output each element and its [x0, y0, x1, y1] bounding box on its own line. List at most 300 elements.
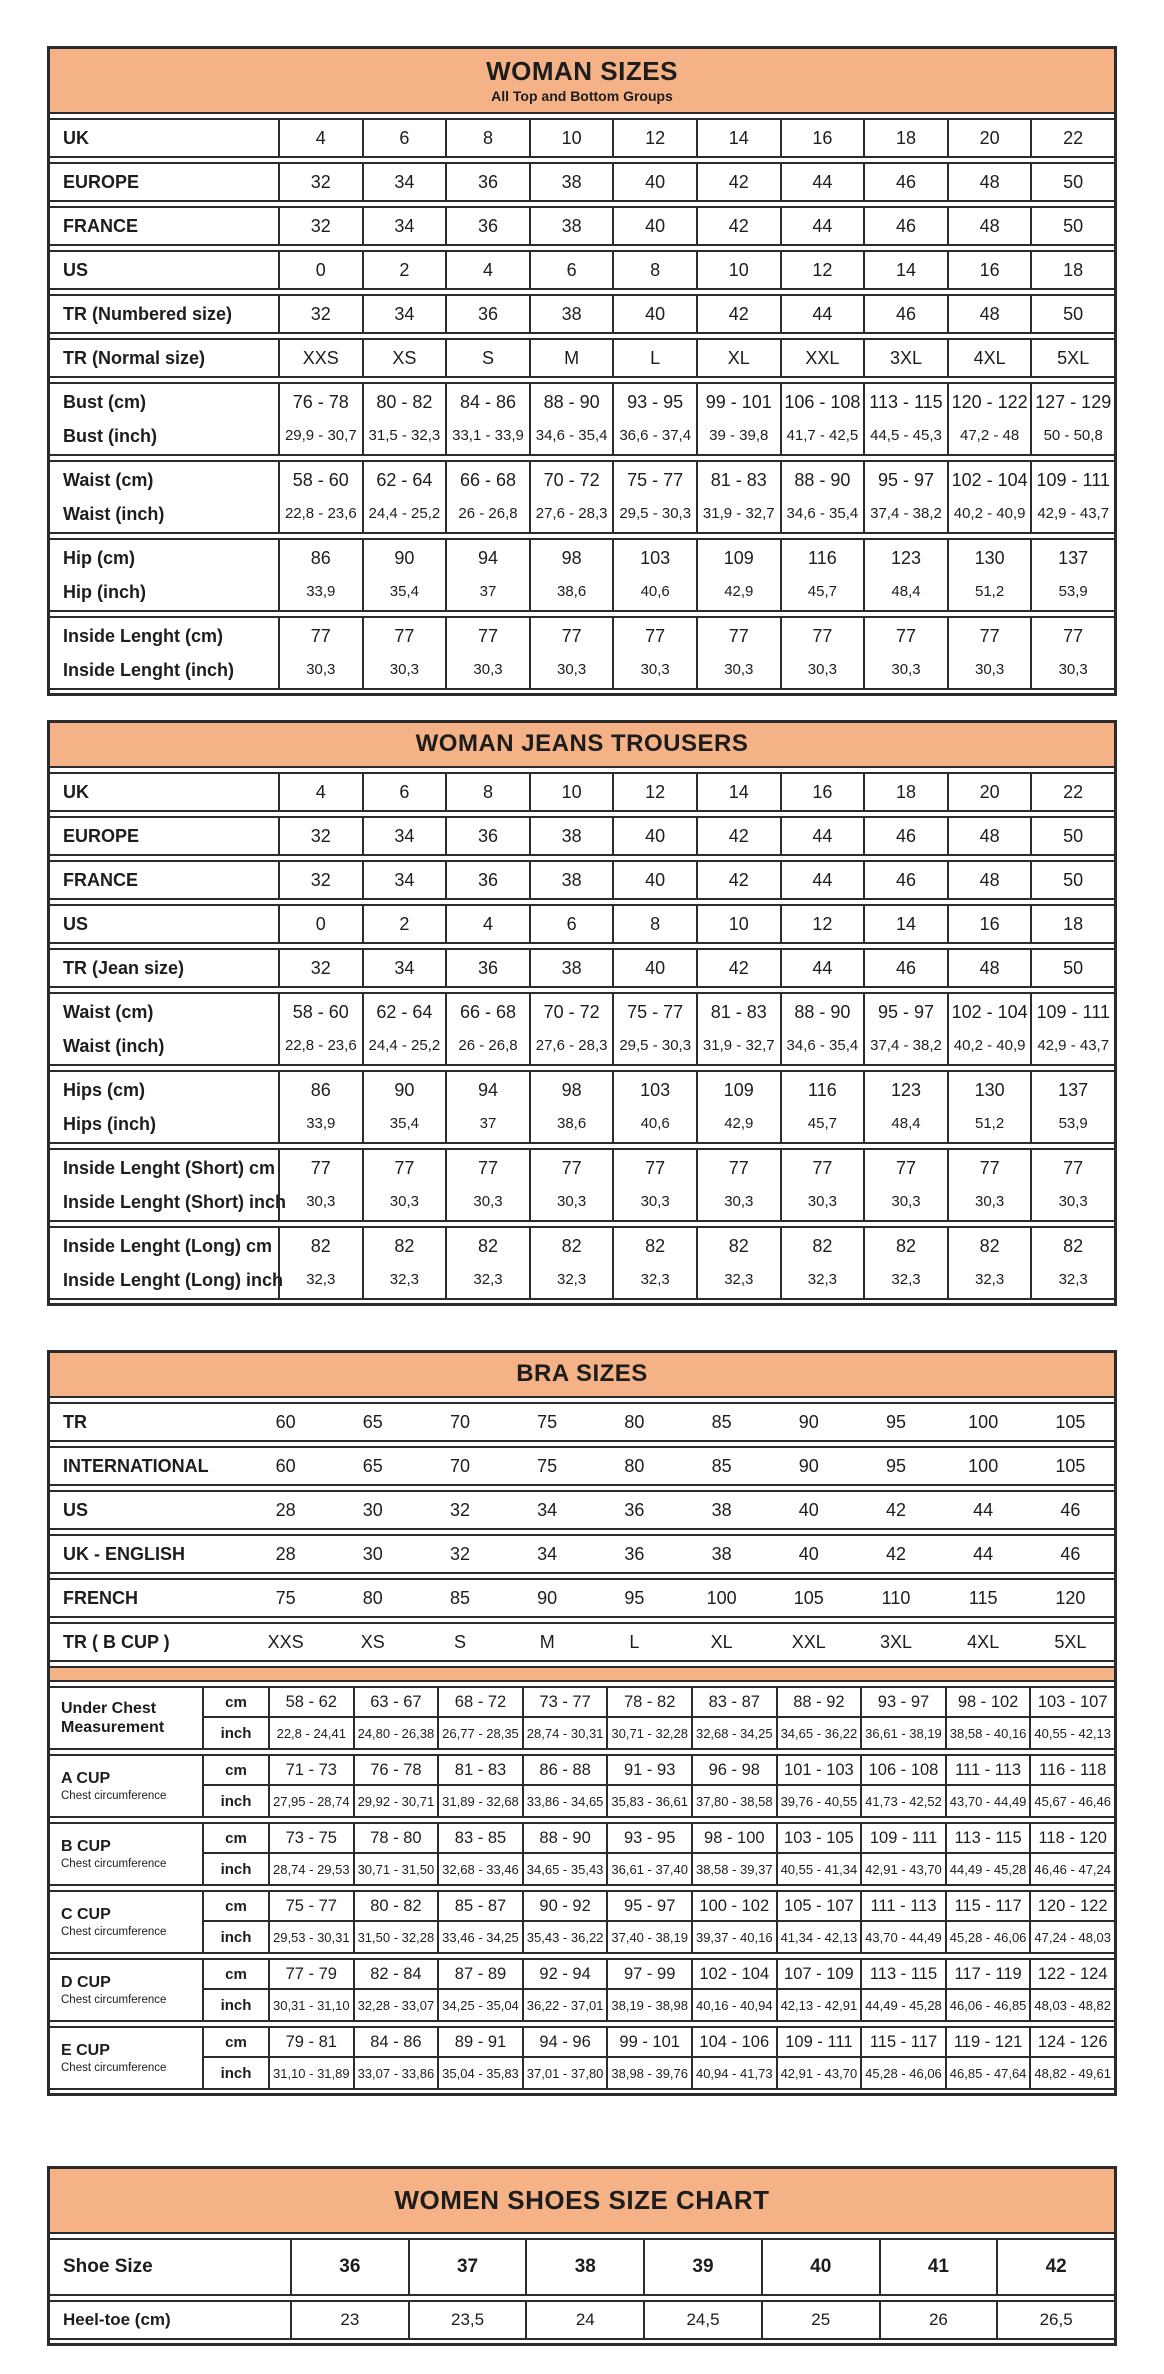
- row-label: [50, 994, 278, 1064]
- size-cell: 122 - 124: [1029, 1960, 1114, 1990]
- size-cell: [1030, 296, 1114, 332]
- cup-name: C CUP: [61, 1906, 111, 1923]
- cell-line: 82: [477, 1236, 498, 1256]
- cell-line: 110: [881, 1588, 911, 1608]
- size-cell: [242, 1624, 329, 1660]
- cell-line: 53,9: [1058, 583, 1088, 600]
- size-cell: [529, 818, 613, 854]
- cell-line: 102 - 104: [951, 470, 1028, 490]
- cell-line: 45,7: [807, 583, 837, 600]
- cell-line: 90: [394, 1080, 415, 1100]
- size-cell: [879, 2240, 997, 2294]
- row-label: [50, 208, 278, 244]
- size-cell: 40,55 - 42,13: [1029, 1718, 1114, 1748]
- size-cell: [290, 2240, 408, 2294]
- size-cell: 35,83 - 36,61: [606, 1786, 691, 1816]
- size-cell: [445, 994, 529, 1064]
- size-cell: 101 - 103: [776, 1756, 861, 1786]
- cell-line: 2: [399, 260, 410, 280]
- cell-line: 42,9: [724, 583, 754, 600]
- size-cell: [696, 774, 780, 810]
- size-cell: [362, 296, 446, 332]
- table-row: [50, 162, 1114, 202]
- size-cell: [612, 252, 696, 288]
- cell-line: 30,3: [306, 1193, 336, 1210]
- cell-line: 30,3: [473, 1193, 503, 1210]
- size-cell: 73 - 77: [522, 1688, 607, 1718]
- cell-line: 23: [340, 2310, 360, 2329]
- table-title: WOMEN SHOES SIZE CHART: [394, 2185, 770, 2215]
- cell-line: 75 - 77: [627, 1002, 684, 1022]
- cell-line: 30: [362, 1500, 383, 1520]
- size-cell: 117 - 119: [945, 1960, 1030, 1990]
- cell-line: 47,2 - 48: [959, 427, 1020, 444]
- size-cell: [362, 618, 446, 688]
- cell-line: 85: [711, 1456, 732, 1476]
- cell-line: 8: [650, 914, 661, 934]
- size-cell: 115 - 117: [945, 1892, 1030, 1922]
- table-row: [50, 816, 1114, 856]
- row-label-line: Bust (inch): [63, 426, 157, 446]
- table-row: [50, 382, 1114, 456]
- size-cell: 104 - 106: [691, 2028, 776, 2058]
- size-cell: [591, 1492, 678, 1528]
- cell-line: 109 - 111: [1036, 470, 1110, 490]
- size-cell: [765, 1492, 852, 1528]
- cell-line: 2: [399, 914, 410, 934]
- size-cell: 31,10 - 31,89: [268, 2058, 353, 2088]
- cell-line: M: [564, 348, 580, 368]
- size-cell: [1027, 1404, 1114, 1440]
- row-label-line: US: [63, 914, 89, 934]
- size-cell: 41,73 - 42,52: [860, 1786, 945, 1816]
- size-cell: [529, 164, 613, 200]
- cell-line: 42: [728, 172, 749, 192]
- size-cell: 91 - 93: [606, 1756, 691, 1786]
- cell-line: 22: [1063, 128, 1084, 148]
- cell-line: 41: [927, 2256, 949, 2277]
- cell-line: 30,3: [556, 661, 587, 678]
- size-cell: [1030, 164, 1114, 200]
- size-cell: [362, 1228, 446, 1298]
- cell-line: 50: [1063, 304, 1084, 324]
- unit-label-inch: inch: [202, 1786, 268, 1816]
- cell-line: 48,4: [891, 1115, 921, 1132]
- size-cell: [278, 618, 362, 688]
- cell-line: 34: [394, 304, 415, 324]
- cell-line: 42,9 - 43,7: [1037, 1037, 1110, 1054]
- size-cell: [529, 1150, 613, 1220]
- row-label-line: Inside Lenght (Short) cm: [63, 1158, 276, 1178]
- cell-line: 31,9 - 32,7: [702, 505, 775, 522]
- row-label: [50, 462, 278, 532]
- size-cell: [947, 818, 1031, 854]
- cell-line: 65: [362, 1456, 383, 1476]
- cell-line: 98: [561, 1080, 582, 1100]
- cell-line: 23,5: [451, 2310, 485, 2329]
- size-cell: [362, 774, 446, 810]
- size-cell: [529, 618, 613, 688]
- table-row: [50, 118, 1114, 158]
- cell-line: 38: [561, 216, 582, 236]
- size-cell: 34,65 - 35,43: [522, 1854, 607, 1884]
- size-cell: 33,86 - 34,65: [522, 1786, 607, 1816]
- size-cell: [529, 540, 613, 610]
- cell-line: 12: [645, 128, 666, 148]
- size-cell: [852, 1492, 939, 1528]
- cell-line: 37,4 - 38,2: [870, 1037, 942, 1054]
- cell-line: 38: [711, 1500, 732, 1520]
- table-row: [50, 1070, 1114, 1144]
- size-cell: [529, 208, 613, 244]
- size-cell: [504, 1404, 591, 1440]
- size-cell: [1027, 1580, 1114, 1616]
- row-label-line: EUROPE: [63, 826, 140, 846]
- size-cell: [445, 618, 529, 688]
- row-label: [50, 1228, 283, 1298]
- cell-line: 90: [537, 1588, 558, 1608]
- cell-line: 20: [979, 782, 1000, 802]
- row-label: [50, 296, 278, 332]
- cell-line: 82: [728, 1236, 749, 1256]
- size-cell: 26,77 - 28,35: [437, 1718, 522, 1748]
- size-cell: [445, 1150, 529, 1220]
- row-label-line: TR ( B CUP ): [63, 1632, 170, 1652]
- cell-line: 77: [310, 626, 331, 646]
- size-cell: [445, 1072, 529, 1142]
- size-cell: 83 - 87: [691, 1688, 776, 1718]
- bra-cup-rows: [50, 1686, 1114, 2090]
- size-cell: 120 - 122: [1029, 1892, 1114, 1922]
- size-cell: [278, 950, 362, 986]
- cell-line: 44: [973, 1544, 994, 1564]
- size-cell: [278, 296, 362, 332]
- cell-line: 86: [310, 548, 331, 568]
- size-cell: 40,94 - 41,73: [691, 2058, 776, 2088]
- cell-line: 86: [310, 1080, 331, 1100]
- cell-line: 50: [1063, 826, 1084, 846]
- size-cell: [612, 208, 696, 244]
- woman-jeans-rows: [50, 772, 1114, 1300]
- cell-line: 31,9 - 32,7: [702, 1037, 775, 1054]
- row-label-line: Inside Lenght (cm): [63, 626, 224, 646]
- size-cell: [696, 1228, 780, 1298]
- cell-line: 30,3: [473, 661, 503, 678]
- size-cell: 40,55 - 41,34: [776, 1854, 861, 1884]
- cell-line: 41,7 - 42,5: [786, 427, 859, 444]
- size-cell: [362, 818, 446, 854]
- cell-line: 26 - 26,8: [458, 505, 518, 522]
- cell-line: 58 - 60: [292, 1002, 349, 1022]
- size-cell: [879, 2302, 997, 2338]
- table-row: [50, 250, 1114, 290]
- size-cell: [504, 1536, 591, 1572]
- size-cell: [1030, 618, 1114, 688]
- row-label: [50, 1624, 242, 1660]
- cell-line: XXS: [267, 1632, 304, 1652]
- cell-line: XL: [727, 348, 750, 368]
- size-cell: [780, 462, 864, 532]
- size-cell: [529, 994, 613, 1064]
- size-cell: [278, 462, 362, 532]
- cup-subtitle: Chest circumference: [61, 1994, 167, 2006]
- size-cell: 75 - 77: [268, 1892, 353, 1922]
- table-row: [50, 538, 1114, 612]
- size-cell: [612, 618, 696, 688]
- size-cell: [765, 1536, 852, 1572]
- cell-line: 105: [1055, 1412, 1086, 1432]
- cell-line: 4: [482, 914, 493, 934]
- cell-line: 48: [979, 826, 1000, 846]
- size-cell: [1030, 994, 1114, 1064]
- size-cell: [863, 1228, 947, 1298]
- row-label-line: Waist (inch): [63, 1036, 165, 1056]
- size-cell: 105 - 107: [776, 1892, 861, 1922]
- row-label-line: US: [63, 260, 89, 280]
- size-cell: 45,28 - 46,06: [860, 2058, 945, 2088]
- cell-line: 77: [477, 626, 498, 646]
- cell-line: L: [629, 1632, 640, 1652]
- size-cell: [780, 774, 864, 810]
- size-cell: [696, 120, 780, 156]
- size-cell: [416, 1448, 503, 1484]
- cell-line: 98: [561, 548, 582, 568]
- cell-line: 70 - 72: [543, 470, 600, 490]
- size-cell: [612, 164, 696, 200]
- size-cell: [947, 462, 1031, 532]
- row-label: [50, 1150, 286, 1220]
- size-cell: [504, 1448, 591, 1484]
- cell-line: 30,3: [640, 661, 670, 678]
- size-cell: 116 - 118: [1029, 1756, 1114, 1786]
- cell-line: 14: [895, 914, 916, 934]
- size-cell: [863, 862, 947, 898]
- size-cell: [780, 120, 864, 156]
- cell-line: 36: [477, 216, 498, 236]
- row-label: [50, 1824, 202, 1884]
- size-cell: [1030, 1150, 1114, 1220]
- cell-line: 32,3: [640, 1271, 670, 1288]
- table-row: [50, 2238, 1114, 2296]
- cell-line: 115: [968, 1588, 998, 1608]
- size-cell: [947, 774, 1031, 810]
- size-cell: [445, 818, 529, 854]
- cell-line: 88 - 90: [794, 470, 851, 490]
- row-label: [50, 2028, 202, 2088]
- size-cell: [504, 1624, 591, 1660]
- cell-line: 127 - 129: [1035, 392, 1112, 412]
- size-cell: 79 - 81: [268, 2028, 353, 2058]
- cell-line: 93 - 95: [627, 392, 684, 412]
- size-cell: 29,53 - 30,31: [268, 1922, 353, 1952]
- size-cell: [947, 208, 1031, 244]
- size-cell: [362, 906, 446, 942]
- cell-line: S: [453, 1632, 466, 1652]
- size-cell: 81 - 83: [437, 1756, 522, 1786]
- cell-line: 29,5 - 30,3: [619, 505, 692, 522]
- cell-line: L: [650, 348, 661, 368]
- size-cell: 30,31 - 31,10: [268, 1990, 353, 2020]
- size-cell: 93 - 97: [860, 1688, 945, 1718]
- size-cell: [529, 906, 613, 942]
- size-cell: 42,91 - 43,70: [776, 2058, 861, 2088]
- size-cell: [780, 906, 864, 942]
- row-label-line: UK - ENGLISH: [63, 1544, 186, 1564]
- cell-line: 40: [798, 1544, 819, 1564]
- cell-line: 36: [477, 870, 498, 890]
- size-cell: 46,46 - 47,24: [1029, 1854, 1114, 1884]
- size-cell: [643, 2302, 761, 2338]
- size-cell: [612, 862, 696, 898]
- row-label: [50, 120, 278, 156]
- size-cell: [329, 1624, 416, 1660]
- cell-line: 34,6 - 35,4: [535, 427, 608, 444]
- size-cell: [362, 994, 446, 1064]
- cell-line: 40,6: [640, 583, 670, 600]
- size-cell: [362, 340, 446, 376]
- cell-line: 123: [890, 1080, 922, 1100]
- size-cell: 47,24 - 48,03: [1029, 1922, 1114, 1952]
- size-cell: [278, 994, 362, 1064]
- size-cell: [852, 1580, 939, 1616]
- size-cell: [863, 618, 947, 688]
- cell-line: 34,6 - 35,4: [786, 1037, 859, 1054]
- size-cell: 113 - 115: [945, 1824, 1030, 1854]
- row-label-line: TR: [63, 1412, 87, 1432]
- table-header: [50, 723, 1114, 768]
- size-cell: [947, 1072, 1031, 1142]
- size-cell: [678, 1624, 765, 1660]
- size-cell: 38,58 - 40,16: [945, 1718, 1030, 1748]
- cell-line: 38,6: [556, 1115, 587, 1132]
- size-cell: [765, 1404, 852, 1440]
- cell-line: 137: [1058, 1080, 1089, 1100]
- size-cell: [278, 252, 362, 288]
- size-cell: [362, 1072, 446, 1142]
- cell-line: 36: [477, 826, 498, 846]
- cell-line: 4XL: [973, 348, 1006, 368]
- table-row: [50, 904, 1114, 944]
- cell-line: 75: [537, 1412, 558, 1432]
- size-cell: 32,68 - 34,25: [691, 1718, 776, 1748]
- cell-line: 44,5 - 45,3: [870, 427, 942, 444]
- size-cell: [780, 340, 864, 376]
- cell-line: 32: [310, 172, 331, 192]
- cup-name: E CUP: [61, 2042, 110, 2059]
- cell-line: 58 - 60: [292, 470, 349, 490]
- size-cell: 37,40 - 38,19: [606, 1922, 691, 1952]
- size-cell: [780, 994, 864, 1064]
- cell-line: 48: [979, 216, 1000, 236]
- cell-line: 35,4: [389, 583, 419, 600]
- unit-label-inch: inch: [202, 1922, 268, 1952]
- cell-line: 48: [979, 958, 1000, 978]
- size-cell: 39,76 - 40,55: [776, 1786, 861, 1816]
- cell-line: 36: [477, 304, 498, 324]
- cell-line: 24,4 - 25,2: [368, 1037, 441, 1054]
- size-cell: [278, 208, 362, 244]
- size-cell: [1030, 906, 1114, 942]
- size-cell: [529, 1228, 613, 1298]
- size-cell: 98 - 102: [945, 1688, 1030, 1718]
- size-cell: [362, 540, 446, 610]
- size-cell: [612, 950, 696, 986]
- cell-line: 18: [1063, 260, 1084, 280]
- cell-line: 65: [362, 1412, 383, 1432]
- size-cell: [947, 950, 1031, 986]
- cell-line: 85: [711, 1412, 732, 1432]
- cell-line: 100: [706, 1588, 737, 1608]
- size-cell: [947, 862, 1031, 898]
- size-cell: [947, 540, 1031, 610]
- size-cell: [1030, 120, 1114, 156]
- unit-label-cm: cm: [202, 1688, 268, 1718]
- size-cell: [678, 1448, 765, 1484]
- cell-line: 88 - 90: [543, 392, 600, 412]
- cell-line: 4XL: [967, 1632, 1000, 1652]
- cell-line: 116: [808, 1080, 837, 1100]
- cell-line: 36: [477, 958, 498, 978]
- cell-line: 8: [482, 128, 493, 148]
- size-cell: 48,03 - 48,82: [1029, 1990, 1114, 2020]
- cell-line: 77: [979, 1158, 1000, 1178]
- cell-line: 37: [479, 583, 497, 600]
- size-cell: [416, 1624, 503, 1660]
- size-cell: [612, 906, 696, 942]
- cell-line: 103: [640, 1080, 671, 1100]
- size-cell: [416, 1492, 503, 1528]
- cell-line: 44: [812, 172, 833, 192]
- size-cell: [947, 1228, 1031, 1298]
- size-cell: [940, 1624, 1027, 1660]
- cell-line: 30,3: [891, 1193, 921, 1210]
- cell-line: 80 - 82: [376, 392, 433, 412]
- size-cell: 46,06 - 46,85: [945, 1990, 1030, 2020]
- row-label: [50, 252, 278, 288]
- size-cell: [278, 1228, 362, 1298]
- row-label: [50, 1536, 242, 1572]
- cup-name: A CUP: [61, 1770, 111, 1787]
- cell-line: 48: [979, 172, 1000, 192]
- table-row: [50, 1534, 1114, 1574]
- cell-line: 30,3: [1058, 661, 1088, 678]
- cell-line: 90: [394, 548, 415, 568]
- size-cell: 102 - 104: [691, 1960, 776, 1990]
- cell-line: 95: [885, 1456, 906, 1476]
- cell-line: 18: [895, 782, 916, 802]
- size-cell: [947, 1150, 1031, 1220]
- cell-line: 77: [1063, 1158, 1084, 1178]
- cell-line: 105: [793, 1588, 824, 1608]
- cell-line: 22,8 - 23,6: [284, 1037, 357, 1054]
- cell-line: 16: [812, 782, 833, 802]
- size-cell: [1030, 540, 1114, 610]
- size-cell: [996, 2240, 1114, 2294]
- table-row: [50, 2026, 1114, 2090]
- size-cell: [278, 1072, 362, 1142]
- table-row: [50, 616, 1114, 690]
- size-cell: [329, 1580, 416, 1616]
- size-cell: [696, 208, 780, 244]
- size-cell: [529, 252, 613, 288]
- size-cell: 30,71 - 31,50: [353, 1854, 438, 1884]
- cell-line: 38: [561, 870, 582, 890]
- cell-line: 46: [895, 870, 916, 890]
- cell-line: 38: [561, 958, 582, 978]
- size-cell: 24,80 - 26,38: [353, 1718, 438, 1748]
- cell-line: 77: [895, 626, 916, 646]
- woman-jeans-table: [47, 720, 1117, 1306]
